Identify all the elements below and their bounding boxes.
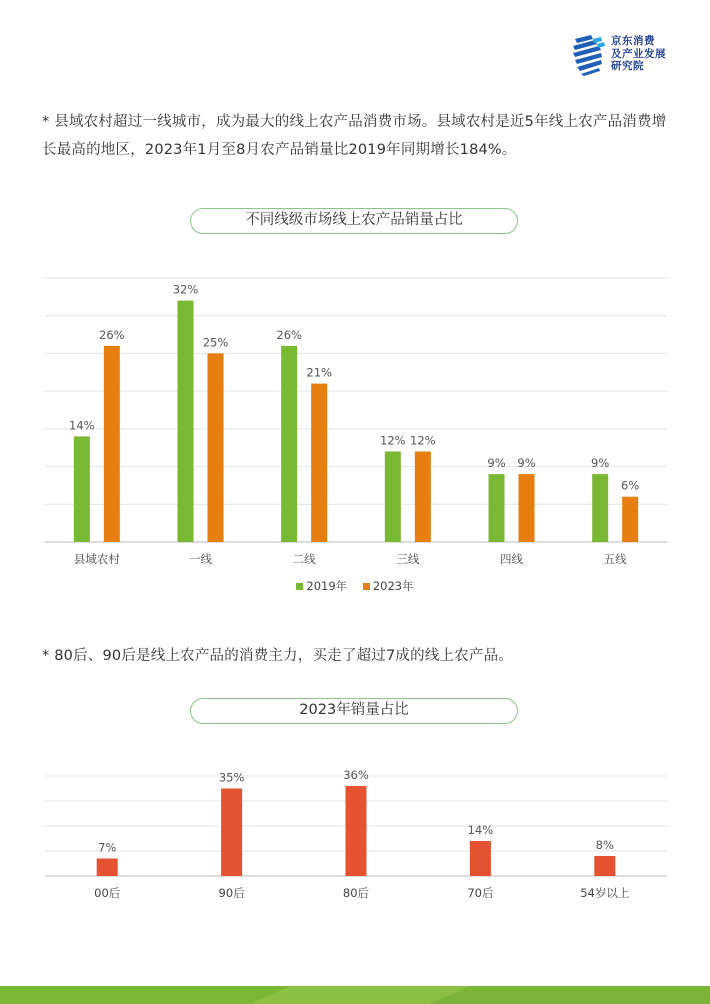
bar-value-label: 6% [621,478,640,493]
bottom-decor-bar [0,986,710,1004]
bar-2023年 [104,346,120,542]
bar-2023年 [208,353,224,542]
legend-label: 2023年 [372,579,414,593]
x-tick-label: 一线 [189,552,212,566]
logo [571,33,691,77]
intro-paragraph: * 县域农村超过一线城市，成为最大的线上农产品消费市场。县域农村是近5年线上农产品消费增长最高的地区，2023年1月至8月农产品销量比2019年同期增长184%。 [42,114,667,158]
x-tick-label: 二线 [292,552,316,566]
bar-value-label: 12% [410,433,436,448]
chart1-title: 不同线级市场线上农产品销量占比 [190,208,518,234]
bar-2019年 [281,346,297,542]
x-tick-label: 三线 [396,552,420,566]
bar [221,789,242,877]
logo-mark-icon [571,33,607,77]
x-tick-label: 五线 [603,552,627,566]
second-paragraph: * 80后、90后是线上农产品的消费主力，买走了超过7成的线上农产品。 [42,648,513,664]
bar-2023年 [415,451,431,542]
x-tick-label: 80后 [342,886,370,900]
bar-2023年 [519,474,535,542]
legend-label: 2019年 [306,579,348,593]
chart-tier-market-share [0,270,710,570]
bar-value-label: 21% [306,365,332,380]
bar-value-label: 14% [467,823,494,837]
bar-2019年 [74,436,90,542]
bar-value-label: 8% [595,838,614,852]
chart1-legend [0,578,710,594]
bar-value-label: 9% [487,456,506,471]
bar [97,859,118,877]
legend-swatch-orange [363,583,370,590]
logo-line: 京东消费 [611,35,655,47]
bar-value-label: 9% [591,456,610,471]
chart2-title: 2023年销量占比 [190,698,518,724]
legend-item-2023 [363,579,414,593]
bar-value-label: 14% [69,418,95,433]
x-tick-label: 县域农村 [73,552,120,566]
bar-2019年 [178,301,194,542]
bar [470,841,491,876]
logo-text [611,35,666,73]
x-tick-label: 54岁以上 [580,886,630,900]
bar [594,856,615,876]
bar-2019年 [592,474,608,542]
bar-value-label: 36% [343,768,369,782]
x-tick-label: 00后 [94,886,121,900]
bar-value-label: 7% [98,840,117,855]
bar [346,786,367,876]
logo-line: 研究院 [611,60,644,72]
bar-value-label: 32% [172,282,199,297]
bar-2019年 [385,451,401,542]
x-tick-label: 70后 [467,886,494,900]
bar-value-label: 26% [99,327,125,342]
bar-value-label: 12% [380,433,406,448]
bar-2023年 [311,384,327,542]
legend-item-2019 [296,579,347,593]
bar-2023年 [622,497,638,542]
x-tick-label: 90后 [218,886,245,900]
bar-value-label: 25% [202,335,229,350]
bar-2019年 [489,474,505,542]
bar-value-label: 35% [218,770,245,785]
bar-value-label: 9% [517,456,536,471]
chart-age-share [0,760,710,900]
logo-line: 及产业发展 [611,47,666,60]
bar-value-label: 26% [276,327,302,342]
legend-swatch-green [296,583,303,590]
x-tick-label: 四线 [500,552,523,566]
